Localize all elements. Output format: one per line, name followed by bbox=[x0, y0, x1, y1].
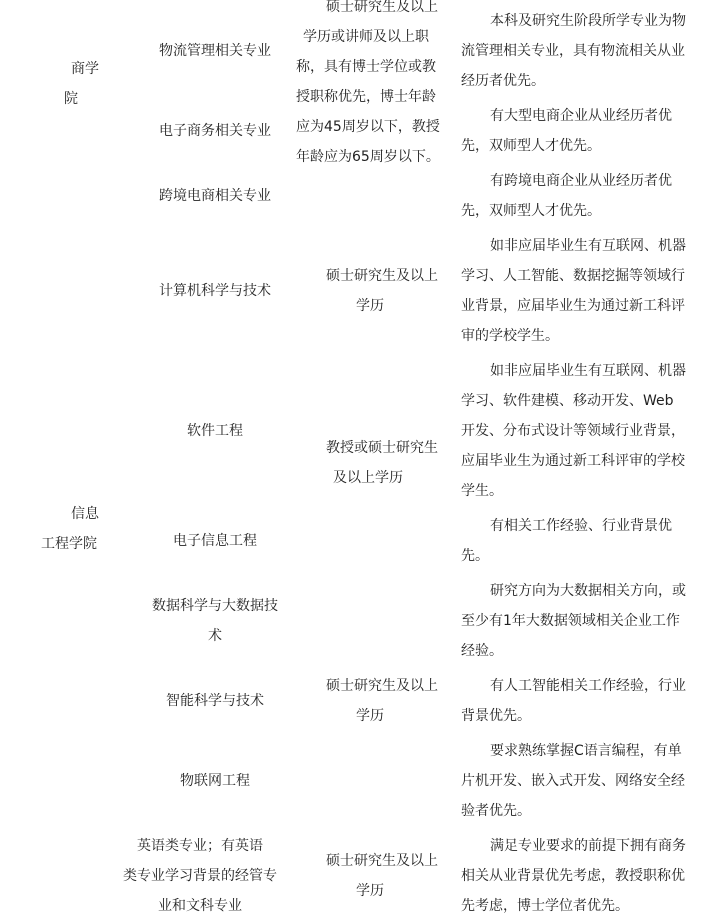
edu-business-line2: 学历或讲师及以上职 bbox=[303, 29, 429, 45]
req-electronic-info-line2: 先。 bbox=[461, 548, 489, 564]
req-electronic-info-line1: 有相关工作经验、行业背景优 bbox=[490, 518, 672, 534]
req-cs-line3: 业背景，应届毕业生为通过新工科评 bbox=[461, 298, 685, 314]
req-data-science-line1: 研究方向为大数据相关方向，或 bbox=[490, 583, 686, 599]
edu-software-line1: 教授或硕士研究生 bbox=[326, 440, 438, 456]
major-english-line3: 业和文科专业 bbox=[158, 898, 242, 914]
edu-business-line4: 授职称优先，博士年龄 bbox=[296, 89, 436, 105]
req-software-line2: 学习、软件建模、移动开发、Web bbox=[461, 393, 674, 409]
edu-software-line2: 及以上学历 bbox=[333, 470, 403, 486]
req-logistics-line1: 本科及研究生阶段所学专业为物 bbox=[490, 13, 686, 29]
req-software-line3: 开发、分布式设计等领域行业背景， bbox=[461, 423, 685, 439]
college-business-line2: 院 bbox=[64, 91, 78, 107]
req-software-line4: 应届毕业生为通过新工科评审的学校 bbox=[461, 453, 685, 469]
req-software-line5: 学生。 bbox=[461, 483, 503, 499]
edu-english-line2: 学历 bbox=[356, 883, 384, 899]
major-cs: 计算机科学与技术 bbox=[159, 283, 271, 299]
edu-cs-line1: 硕士研究生及以上 bbox=[326, 268, 438, 284]
edu-business-line1: 硕士研究生及以上 bbox=[326, 0, 438, 15]
req-cs-line1: 如非应届毕业生有互联网、机器 bbox=[490, 238, 686, 254]
req-iot-line2: 片机开发、嵌入式开发、网络安全经 bbox=[461, 773, 685, 789]
edu-business-line5: 应为45周岁以下，教授 bbox=[296, 119, 440, 135]
req-ai-line1: 有人工智能相关工作经验，行业 bbox=[490, 678, 686, 694]
req-logistics-line2: 流管理相关专业，具有物流相关从业 bbox=[461, 43, 685, 59]
req-cs-line4: 审的学校学生。 bbox=[461, 328, 559, 344]
major-english-line2: 类专业学习背景的经管专 bbox=[123, 868, 277, 884]
college-info-line2: 工程学院 bbox=[41, 536, 97, 552]
req-logistics-line3: 经历者优先。 bbox=[461, 73, 545, 89]
edu-english-line1: 硕士研究生及以上 bbox=[326, 853, 438, 869]
req-ai-line2: 背景优先。 bbox=[461, 708, 531, 724]
college-info-line1: 信息 bbox=[71, 506, 99, 522]
req-software-line1: 如非应届毕业生有互联网、机器 bbox=[490, 363, 686, 379]
req-data-science-line2: 至少有1年大数据领域相关企业工作 bbox=[461, 613, 680, 629]
major-software: 软件工程 bbox=[187, 423, 243, 439]
major-ai: 智能科学与技术 bbox=[166, 693, 264, 709]
req-ecommerce-line2: 先，双师型人才优先。 bbox=[461, 138, 601, 154]
req-ecommerce-line1: 有大型电商企业从业经历者优 bbox=[490, 108, 672, 124]
req-data-science-line3: 经验。 bbox=[461, 643, 503, 659]
major-data-science-line1: 数据科学与大数据技 bbox=[152, 598, 278, 614]
edu-ai-line2: 学历 bbox=[356, 708, 384, 724]
major-cross-border: 跨境电商相关专业 bbox=[159, 188, 271, 204]
edu-business-line6: 年龄应为65周岁以下。 bbox=[296, 149, 440, 165]
req-iot-line1: 要求熟练掌握C语言编程，有单 bbox=[490, 743, 682, 759]
major-ecommerce: 电子商务相关专业 bbox=[159, 123, 271, 139]
req-cross-border-line1: 有跨境电商企业从业经历者优 bbox=[490, 173, 672, 189]
major-electronic-info: 电子信息工程 bbox=[173, 533, 257, 549]
major-iot: 物联网工程 bbox=[180, 773, 250, 789]
major-data-science-line2: 术 bbox=[208, 628, 222, 644]
major-logistics: 物流管理相关专业 bbox=[159, 43, 271, 59]
major-english-line1: 英语类专业；有英语 bbox=[137, 838, 263, 854]
req-english-line2: 相关从业背景优先考虑，教授职称优 bbox=[461, 868, 685, 884]
req-iot-line3: 验者优先。 bbox=[461, 803, 531, 819]
edu-cs-line2: 学历 bbox=[356, 298, 384, 314]
req-english-line3: 先考虑，博士学位者优先。 bbox=[461, 898, 629, 914]
req-cs-line2: 学习、人工智能、数据挖掘等领域行 bbox=[461, 268, 685, 284]
req-english-line1: 满足专业要求的前提下拥有商务 bbox=[490, 838, 686, 854]
req-cross-border-line2: 先，双师型人才优先。 bbox=[461, 203, 601, 219]
edu-business-line3: 称，具有博士学位或教 bbox=[296, 59, 436, 75]
college-business-line1: 商学 bbox=[71, 61, 99, 77]
edu-ai-line1: 硕士研究生及以上 bbox=[326, 678, 438, 694]
